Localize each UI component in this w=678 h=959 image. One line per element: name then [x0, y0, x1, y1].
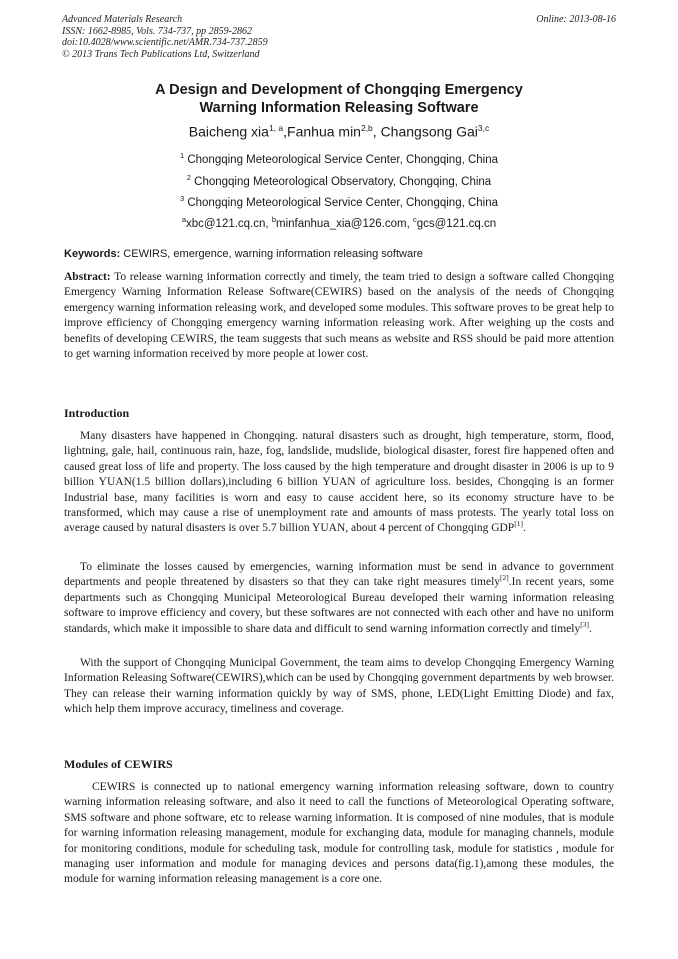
affiliation-2 — [60, 173, 618, 188]
journal-metadata — [62, 14, 268, 60]
keywords-label: Keywords: — [64, 248, 121, 260]
intro-p2-text-b: .In recent years, some departments such as Chongqing Municipal Meteorological Bureau developed their warning information releasing software to improve efficiency and covery, but these softwares are not connected with each other and have no uniform standards, which make it impossible to share data and difficult to send warning information correctly and timely — [64, 576, 614, 635]
intro-p1-text: Many disasters have happened in Chongqing. natural disasters such as drought, high temperature, storm, flood, lightning, gale, hail, continuous rain, haze, fog, landslide, mudslide, biological disaster, forest fire happened often and caused great loss of life and property. The loss caused by the high temperature and drought disaster in 2006 is up to 9 billion YUAN(1.5 billion dollars),including 6 billion YUAN of agriculture loss. besides, Chongqing is an former Industrial base, many facilities is worn and easy to cause accident here, so its economy structure have to be transformed, which may cause a rise of unemployment rate and amounts of mass protests. The yearly total loss on average caused by natural disasters is over 5.7 billion YUAN, about 4 percent of Chongqing GDP — [64, 430, 614, 535]
intro-p2-text-a: To eliminate the losses caused by emergencies, warning information must be send in advance to government departments and people threatened by disasters so that they can take right measures timely — [64, 561, 614, 589]
modules-heading: Modules of CEWIRS — [64, 757, 173, 771]
keywords-text: CEWIRS, emergence, warning information releasing software — [120, 248, 423, 260]
affiliation-1 — [60, 151, 618, 166]
introduction-paragraph-1 — [64, 429, 614, 537]
journal-name: Advanced Materials Research — [62, 14, 183, 25]
abstract-label: Abstract: — [64, 271, 111, 283]
doi-line: doi:10.4028/www.scientific.net/AMR.734-737.2859 — [62, 37, 268, 48]
issn-line: ISSN: 1662-8985, Vols. 734-737, pp 2859-2862 — [62, 25, 252, 37]
intro-p2-end: . — [588, 622, 592, 635]
author-3: , Changsong Gai — [372, 123, 478, 140]
affiliation-2-sup: 2 — [186, 173, 191, 182]
author-2-sup: 2,b — [360, 123, 373, 133]
email-b-sup: b — [271, 215, 276, 224]
affiliation-3 — [60, 194, 618, 209]
citation-1: [1] — [514, 519, 523, 529]
introduction-paragraph-3 — [64, 656, 614, 718]
title-line-1: A Design and Development of Chongqing Emergency — [155, 82, 523, 98]
abstract — [64, 270, 614, 362]
affiliation-2-text: Chongqing Meteorological Observatory, Chongqing, China — [190, 175, 492, 188]
author-list — [60, 123, 618, 140]
author-1: Baicheng xia — [188, 123, 269, 140]
email-c-sup: c — [412, 215, 417, 224]
abstract-text: To release warning information correctly and timely, the team tried to design a software called Chongqing Emergency Warning Information Release Software(CEWIRS) based on the analysis of the needs of Chongqing emergency warning information releasing work, and developed some modules. This software proves to be great help to improve efficiency of Chongqing emergency warning information releasing work. After weighing up the costs and benefits of developing CEWIRS, the team suggests that such means as website and RSS should be paid more attention to get warning information received by more people at lower cost. — [64, 271, 614, 361]
affiliation-1-sup: 1 — [179, 151, 185, 160]
modules-p1-text: CEWIRS is connected up to national emergency warning information releasing software, down to country warning information releasing software, and also it need to call the functions of Meteorological Operating software, SMS software and phone software, etc to release warning information. It is composed of nine modules, that is module for warning information releasing management, module for exchanging data, module for managing channels, module for monitoring conditions, module for scheduling task, module for controlling task, module for statistics , module for managing user information and module for managing devices and persons data(fig.1),among these modules, the module for warning information releasing management is a core one. — [64, 781, 614, 886]
introduction-heading: Introduction — [64, 406, 130, 420]
online-date: Online: 2013-08-16 — [536, 14, 616, 25]
affiliation-1-text: Chongqing Meteorological Service Center, Chongqing, China — [184, 153, 499, 166]
intro-p3-text: With the support of Chongqing Municipal Government, the team aims to develop Chongqing Emergency Warning Information Releasing Software(CEWIRS),which can be used by Chongqing government departments by web browser. They can release their warning information quickly by way of SMS, phone, LED(Light Emitting Diode) and fax, which help them improve accuracy, timeliness and coverage. — [64, 657, 614, 716]
citation-2: [2] — [500, 573, 509, 583]
author-1-sup: 1, a — [268, 123, 284, 133]
email-a-sup: a — [181, 215, 186, 224]
author-2: ,Fanhua min — [283, 123, 361, 140]
citation-3: [3] — [580, 619, 589, 629]
affiliation-3-sup: 3 — [179, 194, 185, 203]
email-a: xbc@121.cq.cn, — [185, 217, 272, 230]
email-c: gcs@121.cq.cn — [416, 217, 497, 230]
email-b: minfanhua_xia@126.com, — [276, 217, 413, 230]
author-emails — [60, 215, 618, 230]
copyright-line: © 2013 Trans Tech Publications Ltd, Switzerland — [62, 48, 260, 60]
paper-title — [90, 82, 588, 117]
introduction-paragraph-2 — [64, 560, 614, 637]
affiliation-3-text: Chongqing Meteorological Service Center, Chongqing, China — [184, 196, 499, 209]
title-line-2: Warning Information Releasing Software — [199, 99, 479, 116]
modules-paragraph-1 — [64, 780, 614, 888]
author-3-sup: 3,c — [477, 123, 490, 133]
keywords — [64, 248, 614, 260]
intro-p1-end: . — [522, 522, 526, 535]
